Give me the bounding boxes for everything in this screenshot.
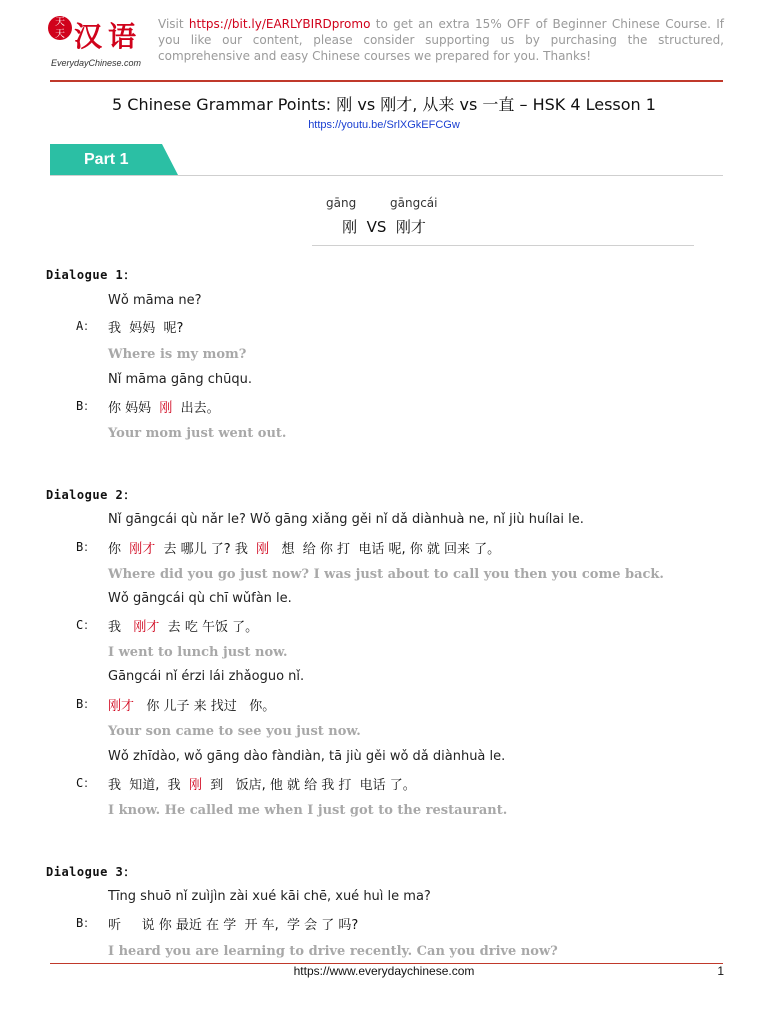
footer-url[interactable]: https://www.everydaychinese.com bbox=[293, 964, 475, 978]
hanzi-segment: 我 知道, 我 bbox=[108, 778, 189, 793]
highlighted-grammar-word: 刚 bbox=[256, 542, 270, 557]
logo-char: 天 bbox=[55, 17, 65, 28]
english-translation: I went to lunch just now. bbox=[108, 645, 288, 660]
logo-char: 语 bbox=[107, 20, 137, 53]
english-translation: Your son came to see you just now. bbox=[108, 724, 361, 739]
highlighted-grammar-word: 刚 bbox=[159, 401, 173, 416]
hanzi-line bbox=[108, 695, 275, 714]
speaker-label: C： bbox=[76, 776, 96, 790]
hanzi-segment: 想 给 你 打 电话 呢, 你 就 回来 了。 bbox=[269, 542, 501, 557]
pinyin-line: Wǒ zhīdào, wǒ gāng dào fàndiàn, tā jiù gěi wǒ dǎ diànhuà le. bbox=[108, 749, 506, 764]
compare-pinyin-right: gāngcái bbox=[390, 196, 438, 210]
logo-text: EverydayChinese.com bbox=[50, 58, 142, 68]
part-banner bbox=[50, 144, 180, 176]
hanzi-line bbox=[108, 538, 500, 557]
lesson-title: 5 Chinese Grammar Points: 刚 vs 刚才, 从来 vs 一直 – HSK 4 Lesson 1 bbox=[112, 95, 656, 114]
promo-link[interactable]: https://bit.ly/EARLYBIRDpromo bbox=[188, 17, 371, 31]
speaker-label: A： bbox=[76, 319, 96, 333]
speaker-label: C： bbox=[76, 618, 96, 632]
hanzi-segment: 我 妈妈 呢? bbox=[108, 321, 184, 336]
hanzi-line bbox=[108, 317, 183, 336]
hanzi-line bbox=[108, 774, 416, 793]
speaker-label: B： bbox=[76, 916, 96, 930]
dialogue-title: Dialogue 1： bbox=[46, 268, 136, 282]
hanzi-segment: 出去。 bbox=[172, 401, 220, 416]
page-header bbox=[0, 0, 768, 82]
header-divider bbox=[50, 80, 723, 82]
english-translation: Your mom just went out. bbox=[108, 426, 287, 441]
hanzi-line bbox=[108, 914, 358, 933]
pinyin-line: Gāngcái nǐ érzi lái zhǎoguo nǐ. bbox=[108, 669, 305, 684]
promo-after: to get an extra 15% OFF of Beginner Chinese Course. If you like our content, please consider supporting us by purchasing the structured, comprehensive and easy Chinese courses we prepared for you. Thanks! bbox=[158, 17, 724, 63]
speaker-label: B： bbox=[76, 399, 96, 413]
hanzi-line bbox=[108, 397, 220, 416]
hanzi-segment: 你 儿子 来 找过 你。 bbox=[134, 699, 276, 714]
hanzi-segment: 到 饭店, 他 就 给 我 打 电话 了。 bbox=[201, 778, 416, 793]
part-label: Part 1 bbox=[84, 151, 129, 168]
logo-char: 汉 bbox=[73, 20, 103, 53]
hanzi-segment: 你 妈妈 bbox=[108, 401, 160, 416]
pinyin-line: Tīng shuō nǐ zuìjìn zài xué kāi chē, xué huì le ma? bbox=[108, 889, 431, 904]
highlighted-grammar-word: 刚才 bbox=[108, 699, 135, 714]
promo-text bbox=[158, 16, 724, 64]
dialogue-title: Dialogue 3： bbox=[46, 865, 136, 879]
page-number: 1 bbox=[717, 964, 724, 978]
hanzi-segment: 去 吃 午饭 了。 bbox=[159, 620, 259, 635]
english-translation: I know. He called me when I just got to the restaurant. bbox=[108, 803, 508, 818]
pinyin-line: Wǒ gāngcái qù chī wǔfàn le. bbox=[108, 591, 292, 606]
promo-before: Visit bbox=[158, 17, 189, 31]
hanzi-line bbox=[108, 616, 258, 635]
logo-mark bbox=[46, 12, 146, 56]
english-translation: Where is my mom? bbox=[108, 347, 247, 362]
compare-pinyin-left: gāng bbox=[326, 196, 357, 210]
compare-divider bbox=[312, 245, 694, 246]
dialogue-title: Dialogue 2： bbox=[46, 488, 136, 502]
english-translation: Where did you go just now? I was just about to call you then you come back. bbox=[108, 567, 664, 582]
speaker-label: B： bbox=[76, 697, 96, 711]
speaker-label: B： bbox=[76, 540, 96, 554]
logo-char: 天 bbox=[55, 29, 65, 40]
pinyin-line: Wǒ māma ne? bbox=[108, 293, 202, 308]
hanzi-segment: 去 哪儿 了? 我 bbox=[155, 542, 257, 557]
highlighted-grammar-word: 刚才 bbox=[133, 620, 160, 635]
compare-hanzi: 刚 VS 刚才 bbox=[342, 218, 426, 236]
english-translation: I heard you are learning to drive recently. Can you drive now? bbox=[108, 944, 558, 959]
hanzi-segment: 你 bbox=[108, 542, 130, 557]
lesson-video-link[interactable]: https://youtu.be/SrlXGkEFCGw bbox=[308, 119, 460, 131]
part-divider bbox=[50, 175, 723, 176]
highlighted-grammar-word: 刚 bbox=[188, 778, 202, 793]
hanzi-segment: 我 bbox=[108, 620, 134, 635]
pinyin-line: Nǐ gāngcái qù nǎr le? Wǒ gāng xiǎng gěi nǐ dǎ diànhuà ne, nǐ jiù huílai le. bbox=[108, 512, 584, 527]
hanzi-segment: 听 说 你 最近 在 学 开 车, 学 会 了 吗? bbox=[108, 918, 359, 933]
highlighted-grammar-word: 刚才 bbox=[129, 542, 156, 557]
pinyin-line: Nǐ māma gāng chūqu. bbox=[108, 372, 252, 387]
everydaychinese-logo[interactable] bbox=[46, 12, 146, 68]
